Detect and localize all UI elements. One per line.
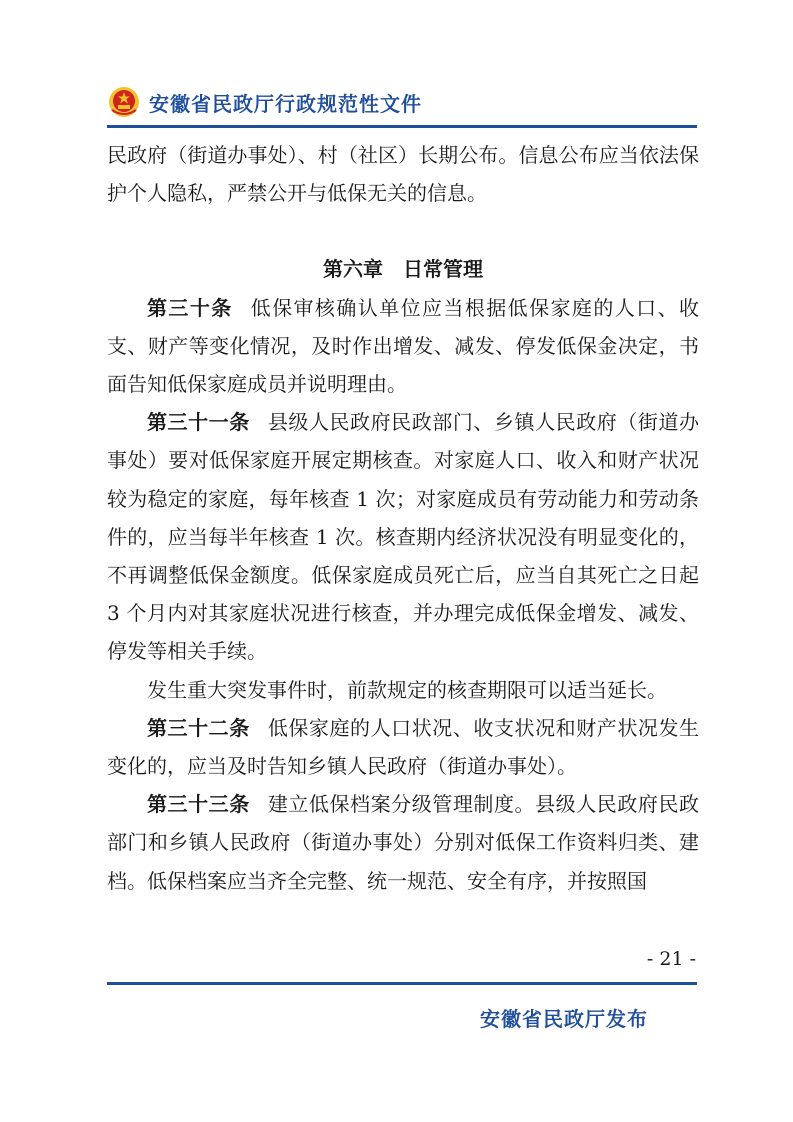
extension-paragraph: 发生重大突发事件时，前款规定的核查期限可以适当延长。 (147, 677, 667, 702)
header-divider (107, 125, 697, 128)
national-emblem-icon (107, 86, 141, 118)
header-title: 安徽省民政厅行政规范性文件 (149, 92, 422, 116)
article-32 (107, 709, 699, 785)
article-31 (107, 403, 699, 670)
continuation-paragraph: 民政府（街道办事处）、村（社区）长期公布。信息公布应当依法保护个人隐私，严禁公开与低保无关的信息。 (107, 143, 699, 206)
article-label: 第三十一条 (147, 410, 250, 435)
page-number: - 21 - (646, 948, 696, 970)
chapter-title: 第六章 日常管理 (323, 257, 483, 282)
article-text: 县级人民政府民政部门、乡镇人民政府（街道办事处）要对低保家庭开展定期核查。对家庭人口、收入和财产状况较为稳定的家庭，每年核查 1 次；对家庭成员有劳动能力和劳动条件的，应当每半年核查 1 次。核查期内经济状况没有明显变化的，不再调整低保金额度。低保家庭成员死亡后，应当自其死亡之日起 3 个月内对其家庭状况进行核查，并办理完成低保金增发、减发、停发等相关手续。 (107, 410, 700, 664)
article-label: 第三十条 (147, 295, 233, 320)
article-33 (107, 785, 699, 900)
article-text: 建立低保档案分级管理制度。县级人民政府民政部门和乡镇人民政府（街道办事处）分别对低保工作资料归类、建档。低保档案应当齐全完整、统一规范、安全有序，并按照国 (107, 792, 700, 893)
footer-publisher: 安徽省民政厅发布 (480, 1007, 648, 1031)
document-body (107, 136, 699, 900)
article-text: 低保家庭的人口状况、收支状况和财产状况发生变化的，应当及时告知乡镇人民政府（街道办事处）。 (107, 715, 700, 779)
footer-divider (107, 982, 697, 985)
article-label: 第三十三条 (147, 792, 250, 817)
article-text: 低保审核确认单位应当根据低保家庭的人口、收支、财产等变化情况，及时作出增发、减发、停发低保金决定，书面告知低保家庭成员并说明理由。 (107, 295, 700, 397)
document-header (107, 82, 697, 122)
article-label: 第三十二条 (147, 715, 250, 740)
article-30 (107, 289, 699, 404)
